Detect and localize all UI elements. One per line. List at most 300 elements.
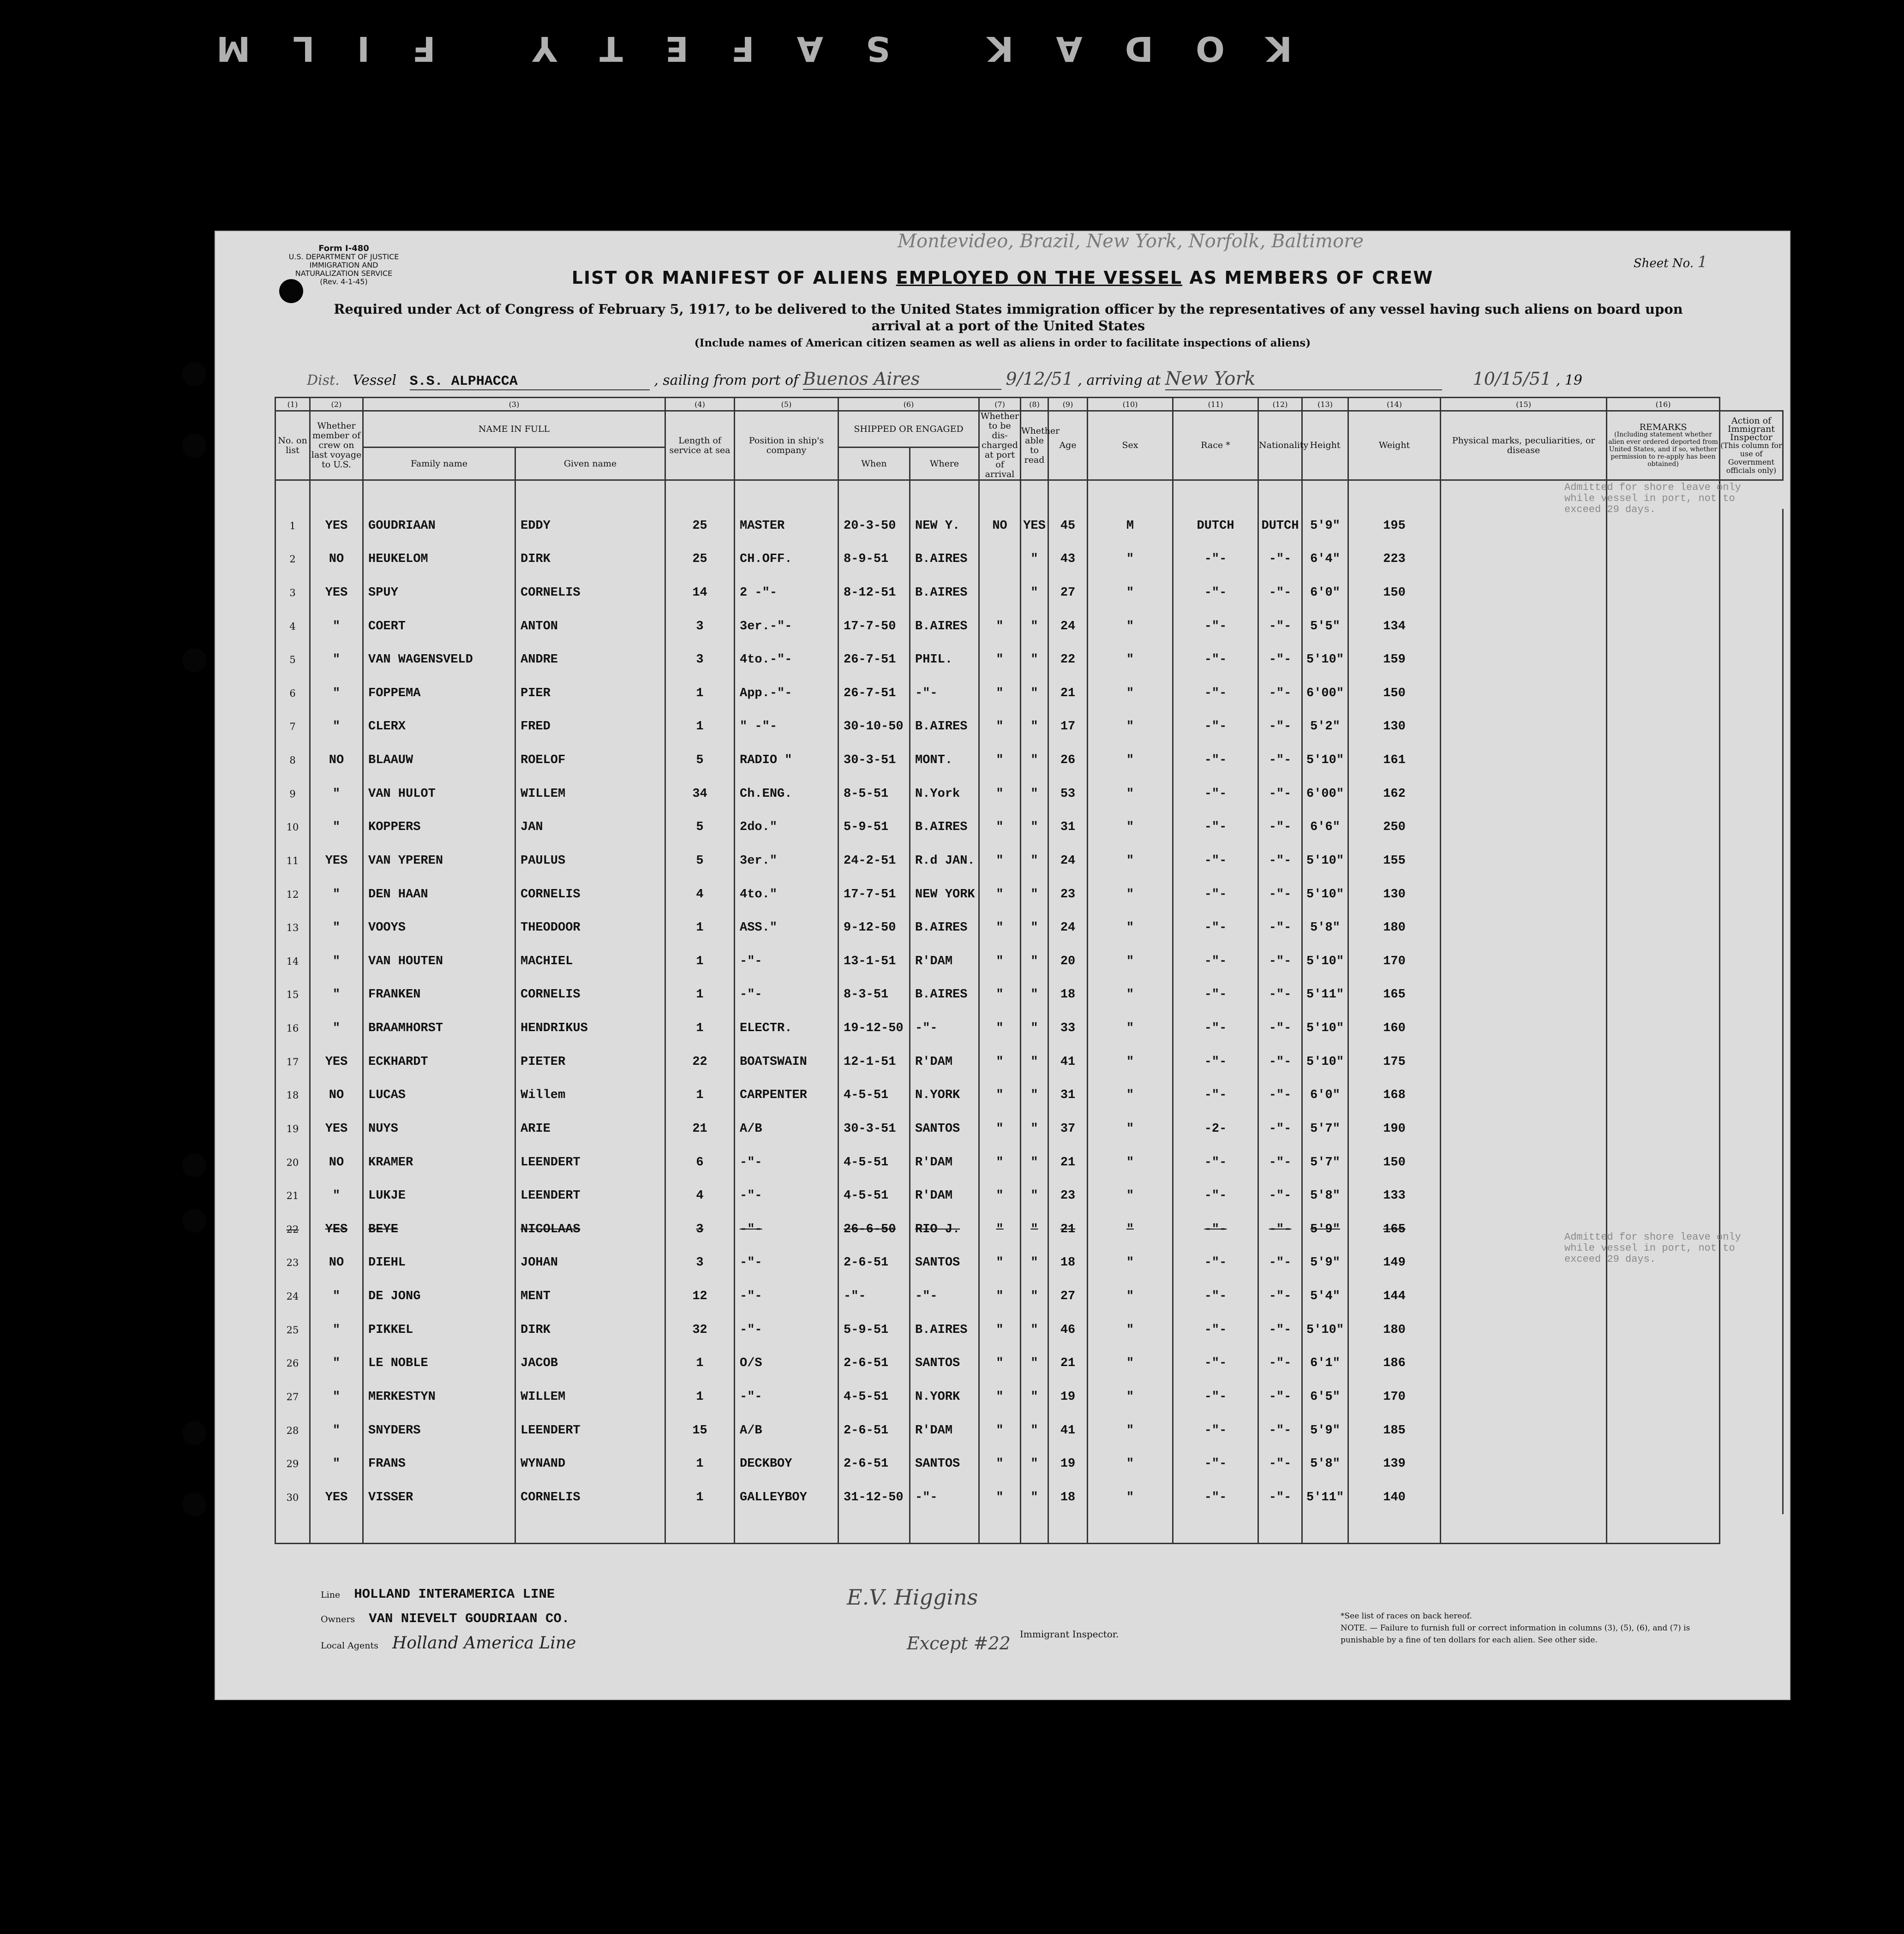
cell-where: R'DAM (910, 945, 979, 979)
cell-service: 25 (665, 509, 735, 543)
cell-disch: " (979, 609, 1021, 643)
cell-nat: -"- (1258, 1012, 1302, 1045)
cell-empty (1607, 1012, 1720, 1045)
cell-age: 27 (1048, 1280, 1088, 1313)
cell-empty (1607, 1347, 1720, 1380)
cell-given: ANTON (515, 609, 665, 643)
cell-no: 5 (275, 643, 310, 677)
column-number-row: (1) (2) (3) (4) (5) (6) (7) (8) (9) (10) (11) (12) (13) (14) (15) (16) (275, 398, 1783, 411)
cell-read: " (1021, 1179, 1048, 1213)
cell-prev: " (310, 1313, 363, 1347)
cell-position: O/S (735, 1347, 838, 1380)
cell-race: -"- (1173, 777, 1258, 811)
cell-race: -"- (1173, 677, 1258, 710)
table-row (275, 1447, 1783, 1481)
cell-height: 5'10" (1302, 945, 1348, 979)
cell-given: NICOLAAS (515, 1213, 665, 1247)
cell-sex: " (1088, 978, 1173, 1012)
cell-sex: " (1088, 1012, 1173, 1045)
cell-age: 23 (1048, 877, 1088, 911)
cell-position: RADIO " (735, 744, 838, 777)
cell-age: 18 (1048, 1481, 1088, 1515)
cell-service: 4 (665, 1179, 735, 1213)
cell-service: 12 (665, 1280, 735, 1313)
cell-no: 30 (275, 1481, 310, 1515)
cell-no: 13 (275, 911, 310, 945)
cell-disch: " (979, 1045, 1021, 1079)
col-remarks: REMARKS (Including statement whether alien ever ordered deported from United States, and if so, whether permission to re-apply has been obtained) (1607, 411, 1720, 480)
cell-empty (1607, 911, 1720, 945)
col-given-name: Given name (515, 448, 665, 480)
cell-empty (1720, 609, 1783, 643)
cell-race: -"- (1173, 643, 1258, 677)
cell-where: B.AIRES (910, 978, 979, 1012)
cell-nat: -"- (1258, 576, 1302, 610)
cell-sex: " (1088, 1179, 1173, 1213)
cell-race: -"- (1173, 1280, 1258, 1313)
cell-position: 4to.-"- (735, 643, 838, 677)
cell-nat: -"- (1258, 1447, 1302, 1481)
table-row (275, 1179, 1783, 1213)
cell-height: 5'9" (1302, 509, 1348, 543)
cell-weight: 133 (1348, 1179, 1441, 1213)
cell-nat: -"- (1258, 844, 1302, 878)
cell-height: 5'8" (1302, 1447, 1348, 1481)
cell-empty (1441, 1079, 1607, 1112)
cell-height: 6'00" (1302, 777, 1348, 811)
cell-where: B.AIRES (910, 576, 979, 610)
cell-no: 7 (275, 710, 310, 744)
cell-empty (1720, 1347, 1783, 1380)
cell-empty (1720, 1112, 1783, 1146)
cell-disch: " (979, 978, 1021, 1012)
cell-empty (1441, 1347, 1607, 1380)
cell-weight: 165 (1348, 1213, 1441, 1247)
cell-no: 3 (275, 576, 310, 610)
cell-disch: " (979, 1146, 1021, 1179)
cell-when: 2-6-51 (838, 1447, 910, 1481)
cell-empty (1720, 576, 1783, 610)
cell-given: CORNELIS (515, 576, 665, 610)
cell-age: 26 (1048, 744, 1088, 777)
cell-empty (1720, 1313, 1783, 1347)
cell-given: LEENDERT (515, 1146, 665, 1179)
cell-family: DIEHL (363, 1246, 515, 1280)
cell-read: " (1021, 811, 1048, 844)
table-row (275, 1246, 1783, 1280)
cell-empty (1720, 945, 1783, 979)
cell-sex: " (1088, 576, 1173, 610)
punch-hole (182, 1492, 206, 1516)
table-row (275, 1347, 1783, 1380)
sheet-number: Sheet No. 1 (1633, 253, 1707, 271)
cell-where: R'DAM (910, 1414, 979, 1447)
cell-empty (1441, 877, 1607, 911)
cell-family: KRAMER (363, 1146, 515, 1179)
cell-given: LEENDERT (515, 1179, 665, 1213)
cell-weight: 140 (1348, 1481, 1441, 1515)
cell-height: 5'7" (1302, 1146, 1348, 1179)
cell-position: A/B (735, 1112, 838, 1146)
cell-prev: YES (310, 1481, 363, 1515)
cell-empty (1441, 1146, 1607, 1179)
cell-nat: -"- (1258, 1045, 1302, 1079)
col-position: Position in ship's company (735, 411, 838, 480)
cell-race: -2- (1173, 1112, 1258, 1146)
cell-given: JACOB (515, 1347, 665, 1380)
cell-sex: " (1088, 609, 1173, 643)
cell-disch: " (979, 1313, 1021, 1347)
cell-service: 32 (665, 1313, 735, 1347)
cell-empty (1607, 576, 1720, 610)
cell-weight: 130 (1348, 877, 1441, 911)
cell-sex: " (1088, 1447, 1173, 1481)
cell-prev: " (310, 677, 363, 710)
table-row (275, 844, 1783, 878)
owners-name: VAN NIEVELT GOUDRIAAN CO. (369, 1611, 570, 1626)
cell-sex: " (1088, 1079, 1173, 1112)
cell-read: YES (1021, 509, 1048, 543)
cell-when: 30-3-51 (838, 744, 910, 777)
cell-position: -"- (735, 978, 838, 1012)
cell-no: 18 (275, 1079, 310, 1112)
cell-service: 1 (665, 677, 735, 710)
cell-service: 6 (665, 1146, 735, 1179)
cell-disch: NO (979, 509, 1021, 543)
cell-position: 3er." (735, 844, 838, 878)
cell-race: -"- (1173, 1481, 1258, 1515)
cell-race: -"- (1173, 1179, 1258, 1213)
cell-when: -"- (838, 1280, 910, 1313)
cell-service: 3 (665, 1246, 735, 1280)
table-row (275, 1380, 1783, 1414)
table-row (275, 1045, 1783, 1079)
cell-empty (1441, 777, 1607, 811)
cell-no: 27 (275, 1380, 310, 1414)
cell-disch: " (979, 1481, 1021, 1515)
cell-service: 1 (665, 1347, 735, 1380)
cell-age: 33 (1048, 1012, 1088, 1045)
cell-race: -"- (1173, 576, 1258, 610)
cell-race: -"- (1173, 978, 1258, 1012)
cell-given: LEENDERT (515, 1414, 665, 1447)
cell-race: -"- (1173, 1414, 1258, 1447)
col-action: Action of Immigrant Inspector (This column for use of Government officials only) (1720, 411, 1783, 480)
cell-disch (979, 576, 1021, 610)
cell-where: -"- (910, 1012, 979, 1045)
cell-no: 1 (275, 509, 310, 543)
cell-age: 45 (1048, 509, 1088, 543)
cell-family: HEUKELOM (363, 543, 515, 576)
cell-nat: -"- (1258, 911, 1302, 945)
from-date: 9/12/51 (1006, 369, 1073, 389)
cell-race: -"- (1173, 945, 1258, 979)
table-row (275, 643, 1783, 677)
cell-family: VISSER (363, 1481, 515, 1515)
cell-where: B.AIRES (910, 543, 979, 576)
form-number: Form I-480 (318, 244, 369, 253)
cell-position: 2do." (735, 811, 838, 844)
cell-no: 21 (275, 1179, 310, 1213)
cell-weight: 180 (1348, 911, 1441, 945)
cell-age: 22 (1048, 643, 1088, 677)
cell-disch: " (979, 1079, 1021, 1112)
cell-family: PIKKEL (363, 1313, 515, 1347)
cell-empty (1607, 811, 1720, 844)
cell-weight: 162 (1348, 777, 1441, 811)
cell-empty (1441, 543, 1607, 576)
cell-where: B.AIRES (910, 911, 979, 945)
cell-when: 8-5-51 (838, 777, 910, 811)
cell-where: N.York (910, 777, 979, 811)
cell-where: R'DAM (910, 1179, 979, 1213)
cell-empty (1720, 1079, 1783, 1112)
cell-where: N.YORK (910, 1380, 979, 1414)
cell-when: 31-12-50 (838, 1481, 910, 1515)
cell-when: 26-7-51 (838, 643, 910, 677)
cell-empty (1607, 1447, 1720, 1481)
cell-weight: 170 (1348, 945, 1441, 979)
cell-weight: 250 (1348, 811, 1441, 844)
cell-read: " (1021, 945, 1048, 979)
cell-empty (1607, 677, 1720, 710)
cell-disch: " (979, 1179, 1021, 1213)
cell-nat: -"- (1258, 1179, 1302, 1213)
remarks-stamp: Admitted for shore leave only while vessel in port, not to exceed 29 days. (1564, 482, 1741, 515)
cell-weight: 144 (1348, 1280, 1441, 1313)
cell-given: HENDRIKUS (515, 1012, 665, 1045)
cell-empty (1441, 1380, 1607, 1414)
cell-no: 26 (275, 1347, 310, 1380)
cell-no: 10 (275, 811, 310, 844)
cell-where: B.AIRES (910, 609, 979, 643)
cell-nat: -"- (1258, 710, 1302, 744)
cell-no: 6 (275, 677, 310, 710)
cell-empty (1441, 1012, 1607, 1045)
cell-empty (1441, 1179, 1607, 1213)
cell-empty (1720, 710, 1783, 744)
cell-age: 19 (1048, 1380, 1088, 1414)
footer-agents: Line HOLLAND INTERAMERICA LINE Owners VAN NIEVELT GOUDRIAAN CO. Local Agents Holland America Line (321, 1587, 576, 1653)
cell-when: 8-9-51 (838, 543, 910, 576)
cell-weight: 175 (1348, 1045, 1441, 1079)
cell-weight: 139 (1348, 1447, 1441, 1481)
col-age: Age (1048, 411, 1088, 480)
cell-prev: YES (310, 1112, 363, 1146)
cell-age: 41 (1048, 1045, 1088, 1079)
cell-prev: YES (310, 509, 363, 543)
cell-no: 8 (275, 744, 310, 777)
cell-read: " (1021, 1112, 1048, 1146)
cell-race: -"- (1173, 609, 1258, 643)
col-length-service: Length of service at sea (665, 411, 735, 480)
cell-empty (1441, 609, 1607, 643)
cell-service: 22 (665, 1045, 735, 1079)
cell-sex: " (1088, 1380, 1173, 1414)
cell-when: 5-9-51 (838, 1313, 910, 1347)
cell-disch: " (979, 1347, 1021, 1380)
table-row (275, 1079, 1783, 1112)
cell-prev: " (310, 643, 363, 677)
cell-disch (979, 543, 1021, 576)
cell-when: 2-6-51 (838, 1347, 910, 1380)
cell-nat: -"- (1258, 609, 1302, 643)
cell-prev: " (310, 1414, 363, 1447)
cell-where: NEW YORK (910, 877, 979, 911)
cell-read: " (1021, 1481, 1048, 1515)
cell-height: 5'4" (1302, 1280, 1348, 1313)
cell-nat: -"- (1258, 1112, 1302, 1146)
col-nationality: Nationality (1258, 411, 1302, 480)
cell-service: 1 (665, 1012, 735, 1045)
cell-empty (1720, 1447, 1783, 1481)
cell-prev: " (310, 710, 363, 744)
cell-family: LUKJE (363, 1179, 515, 1213)
cell-family: KOPPERS (363, 811, 515, 844)
cell-sex: " (1088, 543, 1173, 576)
cell-age: 21 (1048, 1213, 1088, 1247)
cell-empty (1607, 1045, 1720, 1079)
cell-empty (1441, 744, 1607, 777)
cell-sex: " (1088, 945, 1173, 979)
cell-service: 1 (665, 1079, 735, 1112)
cell-prev: " (310, 777, 363, 811)
cell-empty (1607, 1313, 1720, 1347)
cell-height: 5'10" (1302, 1012, 1348, 1045)
cell-service: 1 (665, 1447, 735, 1481)
cell-age: 23 (1048, 1179, 1088, 1213)
cell-where: NEW Y. (910, 509, 979, 543)
cell-given: WYNAND (515, 1447, 665, 1481)
table-row (275, 1280, 1783, 1313)
cell-service: 14 (665, 576, 735, 610)
cell-empty (1441, 945, 1607, 979)
cell-no: 25 (275, 1313, 310, 1347)
cell-prev: YES (310, 1045, 363, 1079)
col-when: When (838, 448, 910, 480)
table-row (275, 1012, 1783, 1045)
cell-read: " (1021, 1280, 1048, 1313)
cell-sex: " (1088, 1313, 1173, 1347)
cell-family: FRANS (363, 1447, 515, 1481)
cell-when: 26-6-50 (838, 1213, 910, 1247)
cell-position: Ch.ENG. (735, 777, 838, 811)
cell-age: 18 (1048, 978, 1088, 1012)
cell-prev: NO (310, 744, 363, 777)
cell-weight: 130 (1348, 710, 1441, 744)
cell-where: R'DAM (910, 1146, 979, 1179)
cell-prev: NO (310, 543, 363, 576)
cell-position: App.-"- (735, 677, 838, 710)
cell-empty (1720, 1179, 1783, 1213)
cell-empty (1720, 978, 1783, 1012)
cell-family: SPUY (363, 576, 515, 610)
cell-when: 19-12-50 (838, 1012, 910, 1045)
cell-given: EDDY (515, 509, 665, 543)
cell-when: 8-12-51 (838, 576, 910, 610)
cell-age: 17 (1048, 710, 1088, 744)
cell-sex: " (1088, 643, 1173, 677)
cell-empty (1441, 1414, 1607, 1447)
cell-prev: " (310, 1179, 363, 1213)
cell-family: GOUDRIAAN (363, 509, 515, 543)
cell-service: 5 (665, 811, 735, 844)
film-edge-marking: KODAK SAFETY FILM (174, 29, 1292, 68)
table-row (275, 509, 1783, 543)
cell-age: 31 (1048, 811, 1088, 844)
cell-service: 1 (665, 945, 735, 979)
cell-prev: " (310, 877, 363, 911)
cell-read: " (1021, 710, 1048, 744)
cell-age: 24 (1048, 911, 1088, 945)
cell-disch: " (979, 844, 1021, 878)
cell-empty (1720, 911, 1783, 945)
cell-position: -"- (735, 1246, 838, 1280)
cell-no: 24 (275, 1280, 310, 1313)
cell-read: " (1021, 777, 1048, 811)
cell-empty (1607, 1146, 1720, 1179)
cell-nat: -"- (1258, 811, 1302, 844)
form-dept: U.S. DEPARTMENT OF JUSTICE (288, 252, 399, 261)
cell-nat: -"- (1258, 1280, 1302, 1313)
cell-given: CORNELIS (515, 978, 665, 1012)
cell-sex: " (1088, 1246, 1173, 1280)
cell-empty (1720, 1045, 1783, 1079)
cell-race: -"- (1173, 811, 1258, 844)
cell-height: 5'9" (1302, 1414, 1348, 1447)
cell-family: NUYS (363, 1112, 515, 1146)
cell-when: 4-5-51 (838, 1146, 910, 1179)
cell-position: GALLEYBOY (735, 1481, 838, 1515)
cell-height: 5'8" (1302, 911, 1348, 945)
cell-service: 5 (665, 744, 735, 777)
cell-read: " (1021, 677, 1048, 710)
cell-service: 4 (665, 877, 735, 911)
cell-nat: -"- (1258, 1481, 1302, 1515)
cell-weight: 150 (1348, 576, 1441, 610)
cell-service: 1 (665, 710, 735, 744)
cell-height: 5'7" (1302, 1112, 1348, 1146)
cell-when: 20-3-50 (838, 509, 910, 543)
cell-no: 22 (275, 1213, 310, 1247)
cell-when: 26-7-51 (838, 677, 910, 710)
cell-empty (1441, 1045, 1607, 1079)
cell-disch: " (979, 1280, 1021, 1313)
table-row (275, 811, 1783, 844)
cell-read: " (1021, 1347, 1048, 1380)
cell-weight: 195 (1348, 509, 1441, 543)
cell-weight: 180 (1348, 1313, 1441, 1347)
cell-given: ANDRE (515, 643, 665, 677)
cell-read: " (1021, 1012, 1048, 1045)
cell-position: -"- (735, 1280, 838, 1313)
cell-age: 37 (1048, 1112, 1088, 1146)
cell-prev: " (310, 1280, 363, 1313)
cell-race: -"- (1173, 1079, 1258, 1112)
cell-weight: 150 (1348, 1146, 1441, 1179)
table-row (275, 710, 1783, 744)
cell-empty (1607, 945, 1720, 979)
cell-age: 31 (1048, 1079, 1088, 1112)
punch-hole (182, 362, 206, 386)
cell-empty (1607, 1079, 1720, 1112)
vessel-row: Dist. Vessel S.S. ALPHACCA , sailing from port of Buenos Aires 9/12/51 , arriving at New York 10/15/51 , 19 (307, 368, 1582, 389)
table-row (275, 677, 1783, 710)
cell-family: LUCAS (363, 1079, 515, 1112)
cell-prev: " (310, 978, 363, 1012)
cell-empty (1720, 1481, 1783, 1515)
cell-height: 6'1" (1302, 1347, 1348, 1380)
